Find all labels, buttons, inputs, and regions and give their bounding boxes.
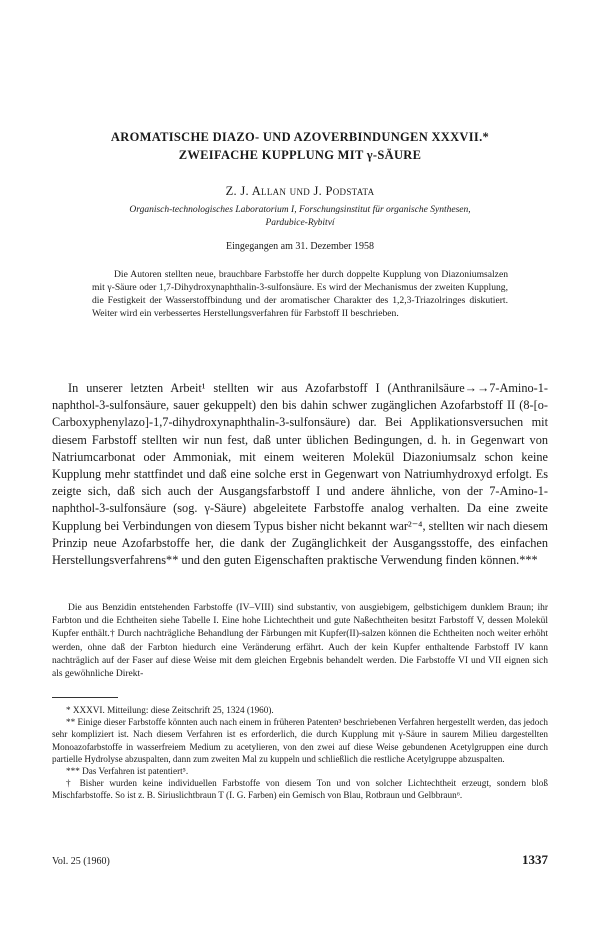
abstract: Die Autoren stellten neue, brauchbare Farbstoffe her durch doppelte Kupplung von Diazoniumsalzen mit γ-Säure oder 1,7-Dihydroxynaphthalin-3-sulfonsäure. Es wird der Mechanismus der zweiten Kupplung, die Festigkeit der Wasserstoffbindung und der aromatischer Charakter des 1,2,3-Triazolringes diskutiert. Weiter wird ein verbessertes Herstellungsverfahren für Farbstoff II beschrieben.	[92, 269, 508, 319]
volume-info: Vol. 25 (1960)	[52, 856, 110, 867]
authors: Z. J. Allan und J. Podstata	[225, 184, 375, 198]
footnotes	[52, 704, 548, 802]
title-line-2: ZWEIFACHE KUPPLUNG MIT γ-SÄURE	[178, 148, 422, 162]
page-number: 1337	[522, 852, 548, 867]
footnote: † Bisher wurden keine individuellen Farbstoffe von diesem Ton und von solcher Lichtechtheit erzeugt, sondern bloß Mischfarbstoffe. So ist z. B. Siriuslichtbraun T (I. G. Farben) ein Gemisch von Blau, Rotbraun und Gelbbraun⁶.	[52, 778, 548, 801]
main-paragraph: In unserer letzten Arbeit¹ stellten wir aus Azofarbstoff I (Anthranilsäure→→7-Amino-1-naphthol-3-sulfonsäure, sauer gekuppelt) den bis dahin schwer zugänglichen Azofarbstoff II (8-[o-Carboxyphenylazo]-1,7-dihydroxynaphthalin-3-sulfonsäure) dar. Bei Applikationsversuchen mit diesem Farbstoff stellten wir nun fest, daß unter üblichen Bedingungen, d. h. in Gegenwart von Natriumcarbonat oder Ammoniak, mit einem weiteren Molekül Diazoniumsalz schon keine Kupplung mehr stattfindet und daß eine solche erst in Gegenwart von Natriumhydroxyd erfolgt. Es zeigte sich, daß sich auch der Ausgangsfarbstoff I und andere ähnliche, von der 7-Amino-1-naphthol-3-sulfonsäure (sog. γ-Säure) abgeleitete Farbstoffe analog verhalten. Da eine zweite Kupplung bei Verbindungen von diesem Typus bisher nicht bekannt war²⁻⁴, stellten wir nach diesem Prinzip neue Azofarbstoffe her, die dank der Zugänglichkeit der Ausgangsstoffe, des einfachen Herstellungsverfahrens** und den guten Eigenschaften praktische Verwendung finden können.***	[52, 381, 548, 568]
affiliation-line-1: Organisch-technologisches Laboratorium I, Forschungsinstitut für organische Synthesen,	[129, 205, 471, 215]
footnote: * XXXVI. Mitteilung: diese Zeitschrift 25, 1324 (1960).	[66, 705, 274, 715]
affiliation	[40, 204, 560, 230]
received-date: Eingegangen am 31. Dezember 1958	[225, 241, 374, 252]
footnote: ** Einige dieser Farbstoffe könnten auch nach einem in früheren Patenten³ beschriebenen Verfahren hergestellt werden, das jedoch sehr kompliziert ist. Nach diesem Verfahren ist es erforderlich, die durch Kupplung mit γ-Säure in saurem Milieu dargestellten Monoazofarbstoffe in wasserfreiem Medium zu acetylieren, von den zwei auf diese Weise gebundenen Acetylgruppen eine durch partielle Hydrolyse abzuspalten, dann zum zweiten Mal zu kuppeln und schließlich die restliche Acetylgruppe abzuspalten.	[52, 717, 548, 764]
small-print-paragraph: Die aus Benzidin entstehenden Farbstoffe (IV–VIII) sind substantiv, von ausgiebigem, gelbstichigem dunklem Braun; ihr Farbton und die Echtheiten siehe Tabelle I. Eine hohe Lichtechtheit und gute Naßechtheiten besitzt Farbstoff V, dessen Molekül Kupfer enthält.† Durch nachträgliche Behandlung der Färbungen mit Kupfer(II)-salzen können die Echtheiten noch weiter erhöht werden, ohne daß der Farbton hiedurch eine Veränderung erfährt. Auch der kein Kupfer enthaltende Farbstoff IV kann nachträglich auf der Faser auf diese Weise mit dem gleichen Ergebnis behandelt werden. Die Farbstoffe VI und VII eignen sich als gewöhnliche Direkt-	[52, 603, 548, 680]
article-title	[40, 128, 560, 164]
title-line-1: AROMATISCHE DIAZO- UND AZOVERBINDUNGEN XXXVII.*	[110, 130, 490, 144]
affiliation-line-2: Pardubice-Rybitví	[265, 218, 335, 228]
footnote-rule	[52, 697, 118, 698]
footnote: *** Das Verfahren ist patentiert⁵.	[66, 766, 189, 777]
